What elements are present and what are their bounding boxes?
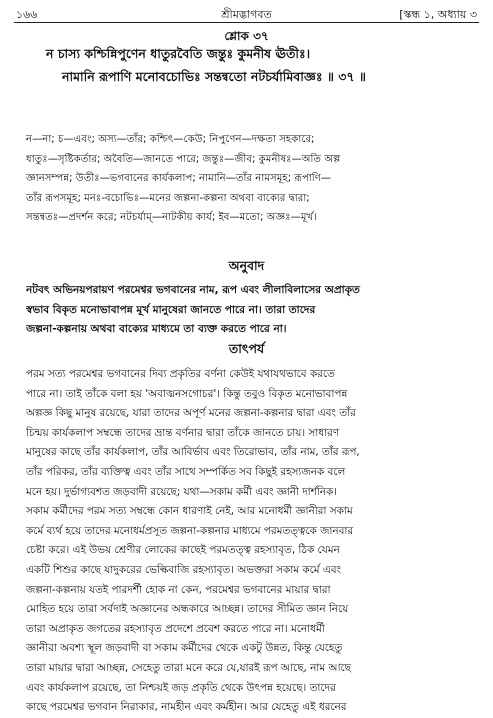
synonyms-line: ধাতুঃ—সৃষ্টিকর্তার; অবৈতি—জানতে পারে; জন্তুঃ—জীব; কুমনীষঃ—অতি অল্প	[26, 153, 341, 165]
purport-line: জ্ঞানীরা অবশ্য স্থূল জড়বাদী বা সকাম কর্মীদের থেকে একটু উন্নত, কিন্তু যেহেতু	[26, 642, 343, 655]
translation-block	[26, 281, 479, 340]
purport-line: মানুষের কাছে তাঁর কার্যকলাপ, তাঁর আবির্ভাব এবং তিরোভাব, তাঁর নাম, তাঁর রূপ,	[26, 446, 360, 459]
translation-heading: অনুবাদ	[228, 258, 265, 273]
purport-line: একটি শিশুর কাছে যাদুকরের ভেল্কিবাজি রহস্যাবৃত। অভক্তরা সকাম কর্মে এবং	[26, 563, 341, 576]
purport-heading: তাৎপর্য	[228, 341, 265, 356]
translation-line: নটবৎ অভিনয়পরায়ণ পরমেশ্বর ভগবানের নাম, রূপ এবং লীলাবিলাসের অপ্রাকৃত	[26, 284, 360, 296]
purport-line: মনে হয়। দুর্ভাগ্যবশত জড়বাদী রয়েছে; যথা—সকাম কর্মী এবং জ্ঞানী দার্শনিক।	[26, 485, 337, 498]
purport-line: পারে না। তাই তাঁকে বলা হয় 'অবাঙ্মনসগোচর'। কিন্তু তবুও বিকৃত মনোভাবাপন্ন	[26, 387, 348, 400]
purport-line: তারা অপ্রাকৃত জগতের রহস্যাবৃত প্রদেশে প্রবেশ করতে পারে না। মনোধর্মী	[26, 622, 325, 635]
purport-line: চেষ্টা করে। এই উভয় শ্রেণীর লোকের কাছেই পরমতত্ত্ব রহস্যাবৃত, ঠিক যেমন	[26, 544, 340, 557]
purport-line: পরম সত্য পরমেশ্বর ভগবানের দিব্য প্রকৃতির বর্ণনা কেউই যথাযথভাবে করতে	[26, 368, 335, 380]
book-title: শ্রীমদ্ভাগবত	[221, 8, 272, 21]
purport-line: চিন্ময় কার্যকলাপ সম্বন্ধে তাদের ভ্রান্ত বর্ণনার দ্বারা তাঁকে জানতে চায়। সাধারণ	[26, 426, 340, 439]
translation-line: স্বভাব বিকৃত মনোভাবাপন্ন মূর্খ মানুষেরা জানতে পারে না। তারা তাদের	[26, 303, 316, 316]
header-rule	[14, 22, 479, 23]
verse-line: নামানি রূপাণি মনোবচোভিঃ সন্তন্বতো নটচর্যামিবাজ্ঞঃ ॥ ৩৭ ॥	[62, 69, 366, 84]
purport-line: অল্পজ্ঞ কিছু মানুষ রয়েছে, যারা তাদের অপূর্ণ মনের জল্পনা-কল্পনার দ্বারা এবং তাঁর	[26, 407, 356, 420]
purport-line: কাছে পরমেশ্বর ভগবান নিরাকার, নামহীন এবং কর্মহীন। আর যেহেতু এই ধরনের	[26, 701, 347, 714]
verse-line: ন চাস্য কশ্চিন্নিপুণেন ধাতুরবৈতি জন্তুঃ কুমনীষ ঊতীঃ।	[46, 46, 311, 61]
chapter-reference: [স্কন্ধ ১, অধ্যায় ৩	[399, 8, 477, 21]
purport-line: এবং কার্যকলাপ রয়েছে, তা নিশ্চয়ই জড় প্রকৃতি থেকে উৎপন্ন হয়েছে। তাদের	[26, 681, 336, 694]
running-header	[8, 4, 485, 20]
synonyms-line: ন—না; চ—এবং; অস্য—তাঁর; কশ্চিৎ—কেউ; নিপুণেন—দক্ষতা সহকারে;	[26, 134, 315, 145]
verse-heading: শ্লোক ৩৭	[224, 29, 269, 43]
page-number: ১৬৬	[16, 8, 38, 21]
purport-line: তারা মায়ার দ্বারা আচ্ছন্ন, সেহেতু তারা মনে করে যে,যারই রূপ আছে, নাম আছে	[26, 661, 351, 674]
purport-line: মোহিত হয়ে তারা সর্বদাই অজ্ঞানের অন্ধকারে আচ্ছন্ন। তাদের সীমিত জ্ঞান নিয়ে	[26, 603, 349, 616]
translation-line: জল্পনা-কল্পনায় অথবা বাক্যের মাধ্যমে তা ব্যক্ত করতে পারে না।	[26, 323, 287, 336]
purport-line: সকাম কর্মীদের পরম সত্য সম্বন্ধে কোন ধারণাই নেই, আর মনোধর্মী জ্ঞানীরা সকাম	[26, 505, 353, 518]
purport-line: জল্পনা-কল্পনায় যতই পারদর্শী হোক না কেন, পরমেশ্বর ভগবানের মায়ার দ্বারা	[26, 583, 331, 596]
synonyms-block	[26, 130, 479, 228]
purport-line: কর্মে ব্যর্থ হয়ে তাদের মনোধর্মপ্রসূত জল্পনা-কল্পনার মাধ্যমে পরমতত্ত্বকে জানবার	[26, 524, 354, 537]
purport-line: তাঁর পরিকর, তাঁর ব্যক্তিত্ব এবং তাঁর সাথে সম্পর্কিত সব কিছুই রহস্যজনক বলে	[26, 465, 346, 478]
synonyms-line: সন্তন্বতঃ—প্রদর্শন করে; নটচর্যাম্—নাটকীয় কার্য; ইব—মতো; অজ্ঞঃ—মূর্খ।	[26, 212, 317, 224]
synonyms-line: জ্ঞানসম্পন্ন; উতীঃ—ভগবানের কার্যকলাপ; নামানি—তাঁর নামসমূহ; রূপাণি—	[26, 173, 331, 185]
purport-block	[26, 365, 479, 718]
synonyms-line: তাঁর রূপসমূহ; মনঃ-বচোভিঃ—মনের জল্পনা-কল্পনা অথবা বাক্যের দ্বারা;	[26, 192, 310, 204]
